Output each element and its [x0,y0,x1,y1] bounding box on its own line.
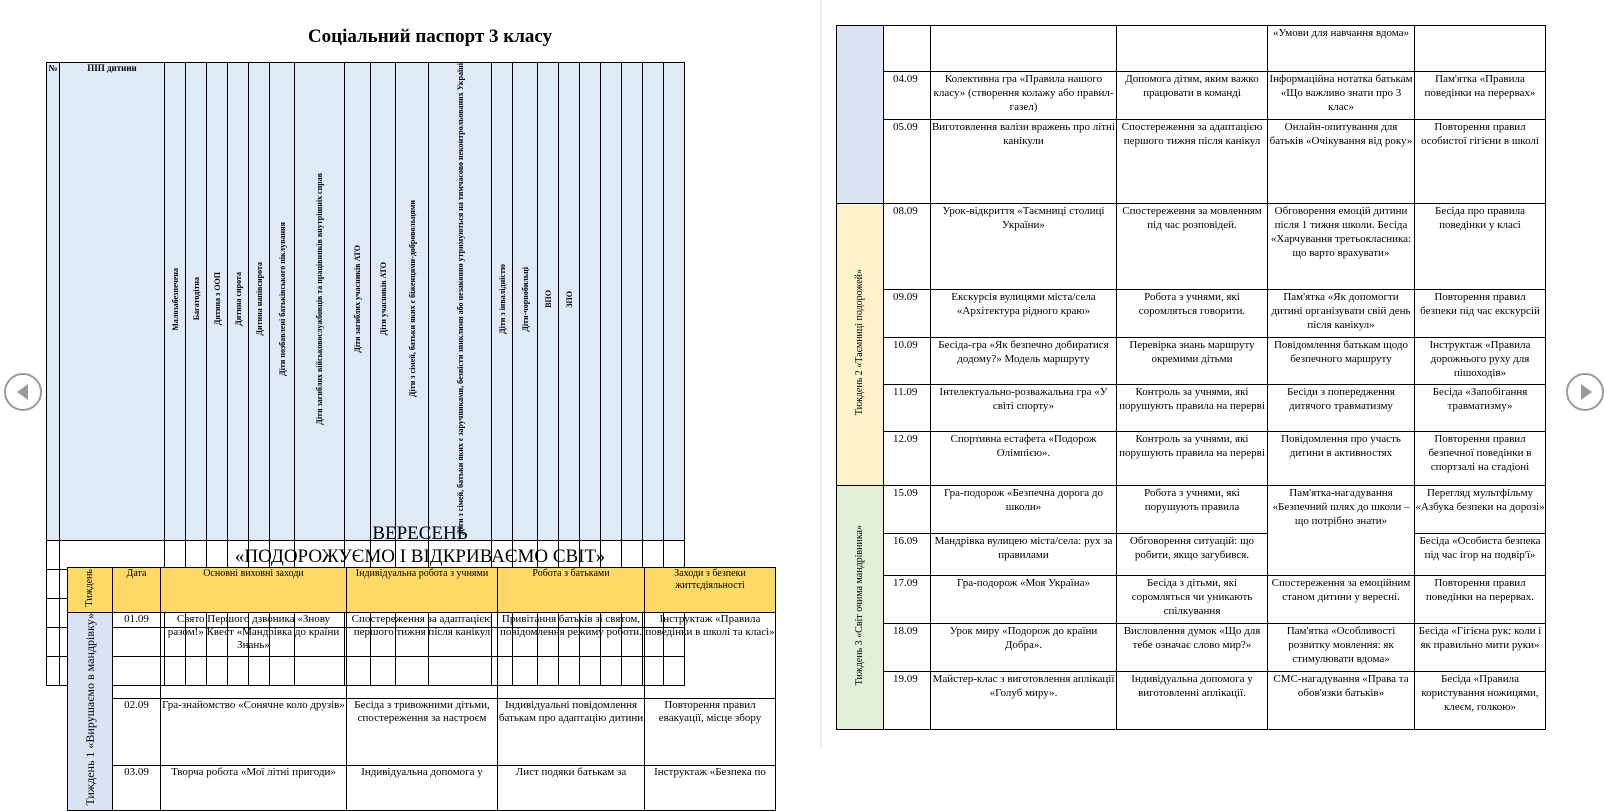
passport-col-1 [186,63,207,541]
passport-col-19 [664,63,685,541]
table-row [837,290,1546,338]
individual-cell [1117,26,1268,72]
safety-cell: Повторення правил безпечної поведінки в спортзалі на стадіоні [1415,432,1546,486]
parents-cell: СМС-нагадування «Права та обов'язки батьків» [1268,672,1415,730]
date-cell: 15.09 [884,486,931,534]
passport-header-row [47,63,685,541]
passport-col-9 [396,63,429,541]
table-row [837,486,1546,534]
parents-cell: Обговорення емоцій дитини після 1 тижня школи. Бесіда «Харчування третьокласника: що варто врахувати» [1268,204,1415,290]
table-row [837,432,1546,486]
passport-cell [47,656,60,685]
safety-cell: Пам'ятка «Правила поведінки на перервах» [1415,72,1546,120]
plan-table-continued [836,25,1546,730]
table-row [837,576,1546,624]
parents-cell: Пам'ятка «Особливості розвитку мовлення: як стимулювати вдома» [1268,624,1415,672]
passport-col-number: № [47,63,60,541]
individual-cell: Перевірка знань маршруту окремими дітьми [1117,338,1268,385]
activity-cell: Екскурсія вулицями міста/села «Архітектура рідного краю» [931,290,1117,338]
passport-col-label: Дитина з ООП [212,272,222,326]
parents-cell: Спостереження за емоційним станом дитини у вересні. [1268,576,1415,624]
activity-cell: Урок миру «Подорож до країни Добра». [931,624,1117,672]
parents-cell: Інформаційна нотатка батькам «Що важливо знати про 3 клас» [1268,72,1415,120]
passport-col-label: Діти з інвалідністю [497,263,507,334]
passport-col-10 [429,63,492,541]
month-title [60,522,780,568]
header-individual: Індивідуальна робота з учнями [347,568,498,613]
header-activities: Основні виховні заходи [161,568,347,613]
passport-cell [47,627,60,656]
passport-col-label: Діти позбавлені батьківського піклування [277,221,287,376]
date-cell: 16.09 [884,534,931,576]
passport-col-17 [622,63,643,541]
individual-cell: Висловлення думок «Що для тебе означає слово мир?» [1117,624,1268,672]
date-cell: 11.09 [884,385,931,432]
passport-col-0 [165,63,186,541]
activity-cell: Інтелектуально-розважальна гра «У світі спорту» [931,385,1117,432]
safety-cell: Бесіда «Особиста безпека під час ігор на подвір'ї» [1415,534,1546,576]
safety-cell: Інструктаж «Безпека по [645,766,776,810]
passport-col-label: Дитина сирота [233,271,243,326]
week1-cell [68,613,113,811]
date-cell: 03.09 [113,766,161,810]
passport-col-label: Діти з сімей, батьки яких є заручниками, безвісти зниклими або незаконно утримуються на тимчасово неконтрольованих Україні [455,63,465,535]
week3-cell [837,486,884,730]
header-safety: Заходи з безпеки життєдіяльності [645,568,776,613]
week1-cont-cell [837,26,884,204]
parents-cell: Повідомлення про участь дитини в активностях [1268,432,1415,486]
passport-col-label: Діти загиблих учасників АТО [353,245,362,353]
table-row [837,534,1546,576]
safety-cell: Перегляд мультфільму «Азбука безпеки на дорозі» [1415,486,1546,534]
week1-label: Тиждень 1 «Вирушаємо в мандрівку» [82,613,97,806]
table-row [837,338,1546,385]
passport-col-13 [538,63,559,541]
safety-cell [1415,26,1546,72]
header-week [68,568,113,613]
activity-cell: Колективна гра «Правила нашого класу» (створення колажу або правил-газел) [931,72,1117,120]
date-cell: 04.09 [884,72,931,120]
passport-col-16 [601,63,622,541]
chevron-right-icon [1581,384,1592,400]
week2-cell [837,204,884,486]
passport-cell [47,569,60,598]
activity-cell: Свято Першого дзвоника «Знову разом!» Квест «Мандрівка до країни Знань» [161,613,347,699]
parents-cell: «Умови для навчання вдома» [1268,26,1415,72]
parents-cell: Індивідуальні повідомлення батькам про адаптацію дитини [498,698,645,766]
passport-cell [47,598,60,627]
passport-col-label: ЗПО [564,290,574,308]
date-cell: 02.09 [113,698,161,766]
table-row [837,72,1546,120]
parents-cell: Пам'ятка «Як допомогти дитині організувати свій день після канікул» [1268,290,1415,338]
individual-cell: Контроль за учнями, які порушують правила на перерві [1117,432,1268,486]
individual-cell: Індивідуальна допомога у виготовленні аплікації. [1117,672,1268,730]
date-cell: 17.09 [884,576,931,624]
individual-cell: Бесіда з тривожними дітьми, спостереження за настроєм [347,698,498,766]
table-row [68,698,776,766]
header-week-label: Тиждень [84,569,95,607]
individual-cell: Контроль за учнями, які порушують правила на перерві [1117,385,1268,432]
passport-col-12 [513,63,538,541]
activity-cell [931,26,1117,72]
individual-cell: Спостереження за мовленням під час розповідей. [1117,204,1268,290]
header-parents: Робота з батьками [498,568,645,613]
next-page-button[interactable] [1566,373,1604,411]
individual-cell: Обговорення ситуацій: що робити, якщо загубився. [1117,534,1268,576]
activity-cell: Майстер-клас з виготовлення аплікації «Голуб миру». [931,672,1117,730]
safety-cell: Бесіда «Гігієна рук: коли і як правильно мити руки» [1415,624,1546,672]
passport-col-label: Діти учасників АТО [378,262,388,336]
individual-cell: Допомога дітям, яким важко працювати в команді [1117,72,1268,120]
safety-cell: Повторення правил евакуації, місце збору [645,698,776,766]
date-cell: 18.09 [884,624,931,672]
table-row [68,766,776,810]
parents-cell: Бесіди з попередження дитячого травматизму [1268,385,1415,432]
table-row [837,204,1546,290]
safety-cell: Інструктаж «Правила поведінки в школі та класі» [645,613,776,699]
parents-cell: Повідомлення батькам щодо безпечного маршруту [1268,338,1415,385]
week2-label: Тиждень 2 «Таємниці подорожей» [854,269,865,416]
passport-col-6 [295,63,345,541]
activity-cell: Бесіда-гра «Як безпечно добиратися додому?» Модель маршруту [931,338,1117,385]
safety-cell: Бесіда «Запобігання травматизму» [1415,385,1546,432]
parents-cell: Пам'ятка-нагадування «Безпечний шлях до школи – що потрібно знати» [1268,486,1415,576]
date-cell: 01.09 [113,613,161,699]
safety-cell: Бесіда «Правила користування ножицями, клеєм, голкою» [1415,672,1546,730]
table-row [837,672,1546,730]
individual-cell: Індивідуальна допомога у [347,766,498,810]
header-date: Дата [113,568,161,613]
individual-cell: Робота з учнями, які соромляться говорити. [1117,290,1268,338]
parents-cell: Онлайн-опитування для батьків «Очікування від року» [1268,120,1415,204]
parents-cell: Привітання батьків зі святом, повідомлення режиму роботи. [498,613,645,699]
passport-col-11 [492,63,513,541]
passport-col-8 [371,63,396,541]
september-header-row [68,568,776,613]
table-row [837,26,1546,72]
date-cell: 19.09 [884,672,931,730]
month-title-line2: «ПОДОРОЖУЄМО І ВІДКРИВАЄМО СВІТ» [234,546,606,567]
september-plan-table [67,567,776,811]
safety-cell: Повторення правил поведінки на перервах. [1415,576,1546,624]
individual-cell: Робота з учнями, які порушують правила [1117,486,1268,534]
week3-label: Тиждень 3 «Світ очима мандрівника» [854,525,865,686]
date-cell: 12.09 [884,432,931,486]
date-cell: 09.09 [884,290,931,338]
activity-cell: Гра-подорож «Моя Україна» [931,576,1117,624]
passport-col-label: ВПО [543,289,553,308]
passport-col-4 [249,63,270,541]
passport-col-label: Багатодітна [191,277,201,321]
passport-cell [47,540,60,569]
passport-col-5 [270,63,295,541]
passport-col-15 [580,63,601,541]
activity-cell: Творча робота «Мої літні пригоди» [161,766,347,810]
month-title-line1: ВЕРЕСЕНЬ [372,523,468,544]
passport-col-label: Діти загиблих військовослужбовців та працівників внутрішніх справ [315,173,324,425]
individual-cell: Бесіда з дітьми, які соромляться чи уникають спілкування [1117,576,1268,624]
right-page [822,0,1600,747]
table-row [837,624,1546,672]
passport-col-label: Діти з сімей, батьки яких є біженцями-добровольцями [407,200,417,398]
passport-col-14 [559,63,580,541]
passport-col-2 [207,63,228,541]
activity-cell: Спортивна естафета «Подорож Олімпією». [931,432,1117,486]
parents-cell: Лист подяки батькам за [498,766,645,810]
table-row [837,120,1546,204]
passport-title: Соціальний паспорт 3 класу [307,26,553,47]
activity-cell: Гра-подорож «Безпечна дорога до школи» [931,486,1117,534]
table-row [837,385,1546,432]
passport-col-7 [345,63,371,541]
passport-col-label: Дитина напівсирота [254,262,264,336]
date-cell [884,26,931,72]
passport-col-label: Діти-чорнобильці [520,266,530,332]
safety-cell: Бесіда про правила поведінки у класі [1415,204,1546,290]
passport-col-name: ПІП дитини [60,63,165,541]
safety-cell: Інструктаж «Правила дорожнього руху для пішоходів» [1415,338,1546,385]
safety-cell: Повторення правил особистої гігієни в школі [1415,120,1546,204]
activity-cell: Урок-відкриття «Таємниці столиці України» [931,204,1117,290]
activity-cell: Виготовлення валізи вражень про літні канікули [931,120,1117,204]
table-row [68,613,776,699]
individual-cell: Спостереження за адаптацією першого тижня після канікул [1117,120,1268,204]
activity-cell: Мандрівка вулицею міста/села: рух за правилами [931,534,1117,576]
safety-cell: Повторення правил безпеки під час екскурсій [1415,290,1546,338]
passport-col-label: Малозабезпечена [170,267,180,331]
date-cell: 08.09 [884,204,931,290]
passport-col-18 [643,63,664,541]
date-cell: 10.09 [884,338,931,385]
activity-cell: Гра-знайомство «Сонячне коло друзів» [161,698,347,766]
date-cell: 05.09 [884,120,931,204]
previous-page-button[interactable] [4,373,42,411]
chevron-left-icon [17,384,28,400]
individual-cell: Спостереження за адаптацією першого тижня після канікул [347,613,498,699]
passport-col-3 [228,63,249,541]
